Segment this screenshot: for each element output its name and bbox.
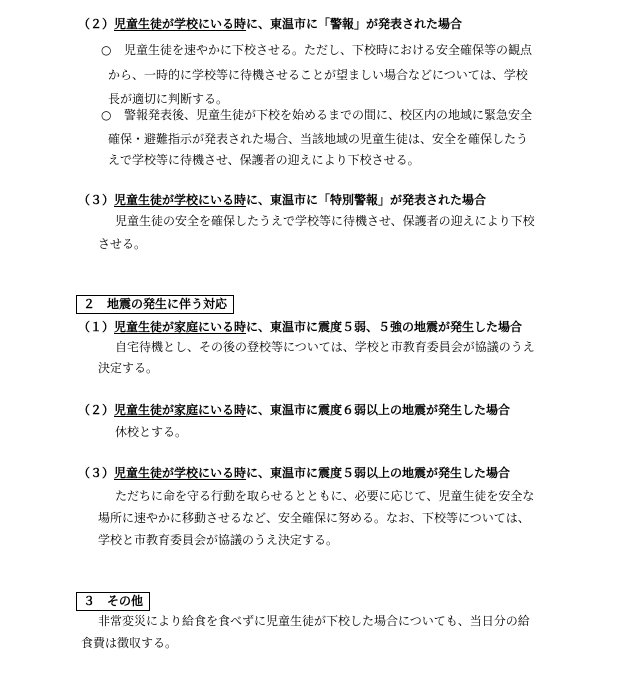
heading-3-earthquake-school: [78, 466, 510, 480]
paragraph-line: 確保・避難指示が発表された場合、当該地域の児童生徒は、安全を確保したう: [108, 132, 529, 146]
heading-underlined: 児童生徒が学校にいる時: [114, 466, 247, 480]
bullet-circle: ○: [101, 43, 112, 57]
paragraph-line: 自宅待機とし、その後の登校等については、学校と市教育委員会が協議のうえ: [115, 340, 535, 354]
paragraph-line: 警報発表後、児童生徒が下校を始めるまでの間に、校区内の地域に緊急安全: [124, 108, 533, 122]
paragraph-line: 食費は徴収する。: [81, 636, 178, 650]
paragraph-line: から、一時的に学校等に待機させることが望ましい場合などについては、学校: [108, 68, 528, 82]
paragraph-line: させる。: [98, 237, 147, 251]
paragraph-line: 非常変災により給食を食べずに児童生徒が下校した場合についても、当日分の給: [98, 614, 530, 628]
paragraph-line: ただちに命を守る行動を取らせるとともに、必要に応じて、児童生徒を安全な: [115, 489, 535, 503]
bullet-circle: ○: [101, 108, 112, 122]
heading-3-special-warning: [78, 193, 486, 207]
heading-number: （２）: [78, 403, 115, 417]
heading-rest: に、東温市に震度６弱以上の地震が発生した場合: [246, 403, 511, 417]
heading-number: （２）: [78, 17, 115, 31]
heading-rest: に、東温市に「特別警報」が発表された場合: [246, 193, 487, 207]
heading-rest: に、東温市に「警報」が発表された場合: [246, 17, 463, 31]
heading-1-earthquake-home: [78, 320, 522, 334]
heading-underlined: 児童生徒が家庭にいる時: [114, 403, 247, 417]
section-title-other: ３ その他: [76, 592, 150, 611]
heading-underlined: 児童生徒が家庭にいる時: [114, 320, 247, 334]
heading-2-warning: [78, 17, 462, 31]
paragraph-line: えで学校等に待機させ、保護者の迎えにより下校させる。: [108, 153, 420, 167]
paragraph-line: 場所に速やかに移動させるなど、安全確保に努める。なお、下校等については、: [98, 511, 530, 525]
paragraph-line: 児童生徒を速やかに下校させる。ただし、下校時における安全確保等の観点: [124, 43, 533, 57]
heading-rest: に、東温市に震度５弱、５強の地震が発生した場合: [246, 320, 523, 334]
section-title-earthquake: ２ 地震の発生に伴う対応: [76, 295, 234, 314]
paragraph-line: 児童生徒の安全を確保したうえで学校等に待機させ、保護者の迎えにより下校: [115, 214, 535, 228]
paragraph-line: 決定する。: [98, 361, 159, 375]
paragraph-line: 長が適切に判断する。: [108, 92, 229, 106]
heading-number: （３）: [78, 466, 115, 480]
heading-number: （１）: [78, 320, 115, 334]
heading-underlined: 児童生徒が学校にいる時: [114, 193, 247, 207]
heading-underlined: 児童生徒が学校にいる時: [114, 17, 247, 31]
heading-number: （３）: [78, 193, 115, 207]
paragraph-line: 休校とする。: [115, 425, 188, 439]
heading-2-earthquake-home: [78, 403, 510, 417]
paragraph-line: 学校と市教育委員会が協議のうえ決定する。: [98, 533, 339, 547]
heading-rest: に、東温市に震度５弱以上の地震が発生した場合: [246, 466, 511, 480]
